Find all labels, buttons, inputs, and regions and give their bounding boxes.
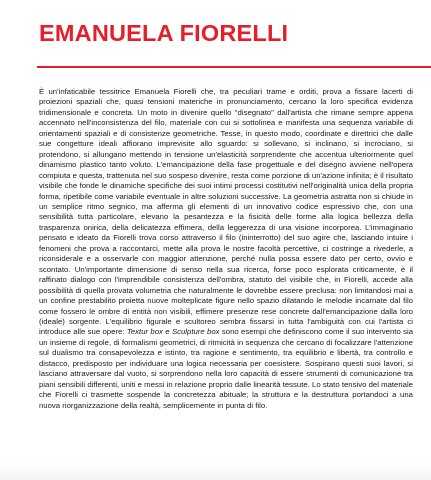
article-conjunction: e — [162, 327, 172, 337]
page-bottom-shade — [0, 462, 431, 480]
artwork-title-textur-box: Textur box — [126, 327, 163, 337]
article-body — [39, 87, 413, 411]
article-text-part-1: È un'infaticabile tessitrice Emanuela Fiorelli che, tra peculiari trame e orditi, prova a fissare lacerti di proiezioni spaziali che, quasi tensioni materiche in pronunciamento, cercano la loro specifica evidenza tridimensionale e concreta. Un moto in divenire quello "disegnato" dall'artista che rimane sempre appena accennato nell'inconsistenza del filo, materiale con cui si sottolinea e manifesta una sequenza variabile di orientamenti spaziali e di consistenze geometriche. Tesse, in questo modo, coordinate e direttrici che dalle sue congetture ideali affiorano imprevisite allo sguardo: si sollevano, si inclinano, si incrociano, si protendono, si allungano mettendo in tensione un'elasticità sorprendente che accentua ulteriormente quel dinamismo plastico tanto voluto. L'emancipazione della fase progettuale e del disegno avviene nell'opera compiuta e questa, trattenuta nel suo sospeso divenire, resta come porzione di un'azione infinita; è il risultato visibile che fonde le dinamiche specifiche dei suoi intimi processi costitutivi nell'originalità unica della propria forma, ripetibile come variabile eventuale in altre soluzioni successive. La geometria astratta non si chiude in un semplice ritmo segnico, ma afferma gli elementi di un innovativo codice espressivo che, con una sensibilità tutta particolare, elevano la pesantezza e la fisicità delle forme alla logica bellezza della trasparenza onirica, della delicatezza effimera, della leggerezza di una visione incorporea. L'immaginario pensato e ideato da Fiorelli trova corso attraverso il filo (ininterrotto) del suo agire che, lasciando intuire i fenomeni che prova a raccontarci, mette alla prova le nostre facoltà percettive, ci costringe a rivederle, a riconsiderale e a osservarle con maggior attenzione, perché nulla possa essere dato per certo, ovvio e scontato. Un'importante dimensione di senso nella sua ricerca, forse poco esplorata criticamente, è il raffinato dialogo con l'imprendibile consistenza dell'ombra, statuto del visibile che, in Fiorelli, accede alla possibilità di quella provata volumetria che naturalmente le dovrebbe essere preclusa: non limitandosi mai a un confine prestabilito proietta nuove molteplicate figure nello spazio dilatando le melodie incarnate dal filo come fossero le ombre di entità non visibili, effimere presenze rese concrete dall'emancipazione dalla loro (ideale) sorgente. L'equilibrio figurale e scultoreo sembra fissarsi in tutta l'ambiguità con cui l'artista ci introduce alle sue opere: — [39, 87, 413, 337]
page-title: EMANUELA FIORELLI — [39, 20, 289, 46]
title-divider — [37, 66, 431, 68]
article-text-part-2: sono esempi che definiscono come il suo intervento sia un insieme di regole, di formalismi geometrici, di ritmicità in sequenza che cercano di focalizzare l'attenzione sul dualismo tra consapevolezza e istinto, tra ragione e sentimento, tra equilibrio e libertà, tra controllo e distacco, predisposto per individuare una logica necessaria per coesistere. Sospirano questi suoi lavori, si lasciano attraversare dal vuoto, si sorprendono nella loro capacità di essere strumenti di comunicazione tra piani sensibili differenti, uniti e messi in relazione proprio dalle linearità tessute. Lo stato tensivo del materiale che Fiorelli ci trasmette sospende la concretezza abituale; la struttura e la destruttura portandoci a una nuova riorganizzazione della realtà, semplicemente in punta di filo. — [39, 327, 414, 410]
artwork-title-sculpture-box: Sculpture box — [171, 327, 220, 337]
